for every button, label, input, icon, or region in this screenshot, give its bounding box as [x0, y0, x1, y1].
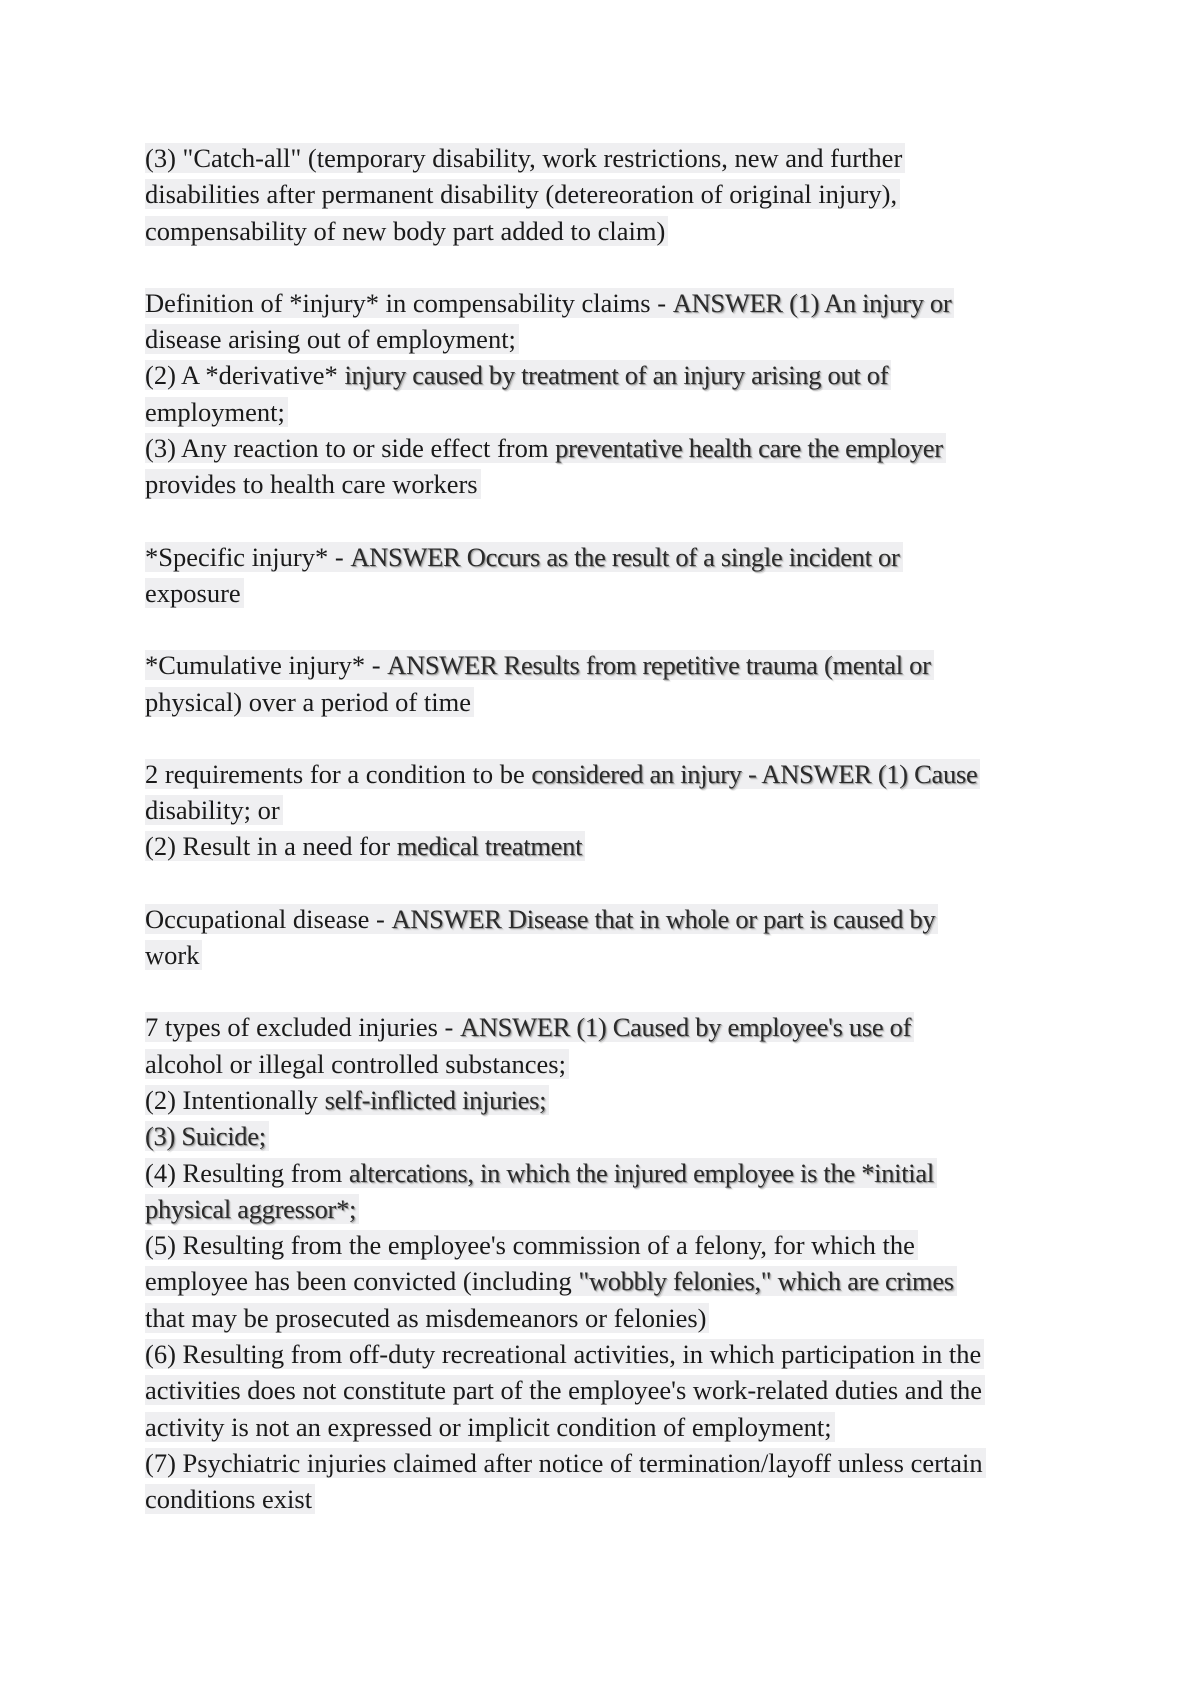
- question-text: Definition of *injury* in compensability claims -: [145, 287, 673, 318]
- line-highlight: [145, 1266, 957, 1296]
- question-text: disease arising out of employment;: [145, 324, 516, 355]
- answer-text: self-inflicted injuries;: [324, 1084, 547, 1115]
- line-highlight: [145, 831, 585, 861]
- answer-text: injury caused by treatment of an injury arising out of: [344, 360, 889, 391]
- answer-text: ANSWER (1) Cause: [761, 758, 978, 789]
- line-highlight: [145, 1085, 549, 1115]
- line-highlight: [145, 1194, 359, 1224]
- question-text: (3) Any reaction to or side effect from: [145, 433, 556, 464]
- line-highlight: [145, 1303, 709, 1333]
- question-text: provides to health care workers: [145, 469, 478, 500]
- text-line: [145, 1481, 1085, 1517]
- qa-block: [145, 1009, 1085, 1517]
- line-highlight: [145, 795, 283, 825]
- line-highlight: [145, 1121, 269, 1151]
- qa-block: [145, 647, 1085, 720]
- text-line: [145, 1191, 1085, 1227]
- text-line: [145, 756, 1085, 792]
- question-text: (3) "Catch-all" (temporary disability, work restrictions, new and further: [145, 143, 903, 173]
- line-highlight: [145, 759, 980, 789]
- question-text: (2) Result in a need for: [145, 831, 397, 862]
- question-text: conditions exist: [145, 1484, 313, 1515]
- line-highlight: [145, 1339, 984, 1369]
- text-line: [145, 1227, 1085, 1263]
- answer-text: ANSWER Results from repetitive trauma (mental or: [387, 650, 931, 681]
- line-highlight: [145, 650, 934, 680]
- text-line: [145, 285, 1085, 321]
- line-highlight: [145, 1448, 986, 1478]
- text-line: [145, 647, 1085, 683]
- document-page: [145, 140, 1085, 1554]
- text-line: [145, 1263, 1085, 1299]
- answer-text: ANSWER Disease that in whole or part is caused by: [391, 903, 936, 934]
- question-text: alcohol or illegal controlled substances;: [145, 1048, 566, 1079]
- line-highlight: [145, 1012, 914, 1042]
- text-line: [145, 1009, 1085, 1045]
- line-highlight: [145, 1230, 918, 1260]
- text-line: [145, 1300, 1085, 1336]
- question-text: (2) A *derivative*: [145, 360, 345, 391]
- line-highlight: [145, 288, 954, 318]
- question-text: compensability of new body part added to claim): [145, 215, 666, 246]
- question-text: (7) Psychiatric injuries claimed after notice of termination/layoff unless certain: [145, 1447, 983, 1478]
- text-line: [145, 1118, 1085, 1154]
- text-line: [145, 466, 1085, 502]
- question-text: 2 requirements for a condition to be: [145, 758, 532, 789]
- question-text: Occupational disease -: [145, 903, 392, 934]
- text-line: [145, 1336, 1085, 1372]
- text-line: [145, 1445, 1085, 1481]
- qa-block: [145, 901, 1085, 974]
- question-text: activities does not constitute part of the employee's work-related duties and the: [145, 1375, 983, 1406]
- line-highlight: [145, 1049, 569, 1079]
- line-highlight: [145, 179, 900, 209]
- question-text: 7 types of excluded injuries -: [145, 1012, 460, 1043]
- text-line: [145, 213, 1085, 249]
- text-line: [145, 140, 1085, 176]
- text-line: [145, 937, 1085, 973]
- question-text: (6) Resulting from off-duty recreational activities, in which participation in the: [145, 1339, 982, 1370]
- question-text: exposure: [145, 577, 241, 608]
- question-text: disability; or: [145, 795, 280, 826]
- line-highlight: [145, 433, 946, 463]
- line-highlight: [145, 542, 903, 572]
- question-text: *Cumulative injury* -: [145, 650, 388, 681]
- text-line: [145, 1155, 1085, 1191]
- answer-text: medical treatment: [396, 831, 583, 862]
- question-text: disabilities after permanent disability (detereoration of original injury),: [145, 179, 898, 210]
- question-text: (5) Resulting from the employee's commission of a felony, for which the: [145, 1230, 915, 1261]
- answer-text: ANSWER (1) An injury or: [672, 287, 952, 318]
- question-text: (2) Intentionally: [145, 1084, 325, 1115]
- line-highlight: [145, 469, 481, 499]
- question-text: (4) Resulting from: [145, 1157, 349, 1188]
- qa-block: [145, 756, 1085, 865]
- text-line: [145, 1082, 1085, 1118]
- text-line: [145, 357, 1085, 393]
- text-line: [145, 430, 1085, 466]
- line-highlight: [145, 1375, 985, 1405]
- question-text: *Specific injury* -: [145, 541, 351, 572]
- text-line: [145, 539, 1085, 575]
- line-highlight: [145, 940, 202, 970]
- line-highlight: [145, 324, 519, 354]
- line-highlight: [145, 397, 288, 427]
- line-highlight: [145, 904, 938, 934]
- question-text: physical) over a period of time: [145, 686, 471, 717]
- answer-text: preventative health care the employer: [555, 433, 943, 464]
- text-line: [145, 176, 1085, 212]
- text-line: [145, 901, 1085, 937]
- question-text: work: [145, 940, 200, 971]
- line-highlight: [145, 360, 891, 390]
- line-highlight: [145, 687, 474, 717]
- text-line: [145, 792, 1085, 828]
- text-line: [145, 1372, 1085, 1408]
- line-highlight: [145, 578, 244, 608]
- qa-block: [145, 285, 1085, 503]
- text-line: [145, 1046, 1085, 1082]
- line-highlight: [145, 1484, 315, 1514]
- line-highlight: [145, 143, 905, 173]
- question-text: that may be prosecuted as misdemeanors or felonies): [145, 1302, 707, 1333]
- question-text: employment;: [145, 396, 285, 427]
- line-highlight: [145, 1158, 937, 1188]
- text-line: [145, 321, 1085, 357]
- line-highlight: [145, 1412, 835, 1442]
- qa-block: [145, 140, 1085, 249]
- answer-text: "wobbly felonies," which are crimes: [578, 1266, 954, 1297]
- answer-text: ANSWER Occurs as the result of a single incident or: [350, 541, 900, 572]
- answer-text: considered an injury -: [531, 758, 762, 789]
- answer-text: physical aggressor*;: [145, 1193, 357, 1224]
- text-line: [145, 828, 1085, 864]
- text-line: [145, 394, 1085, 430]
- answer-text: ANSWER (1) Caused by employee's use of: [459, 1012, 912, 1043]
- text-line: [145, 575, 1085, 611]
- text-line: [145, 1409, 1085, 1445]
- qa-block: [145, 539, 1085, 612]
- text-line: [145, 684, 1085, 720]
- answer-text: (3) Suicide;: [145, 1121, 266, 1152]
- question-text: activity is not an expressed or implicit condition of employment;: [145, 1411, 832, 1442]
- line-highlight: [145, 216, 668, 246]
- question-text: employee has been convicted (including: [145, 1266, 579, 1297]
- answer-text: altercations, in which the injured employee is the *initial: [348, 1157, 934, 1188]
